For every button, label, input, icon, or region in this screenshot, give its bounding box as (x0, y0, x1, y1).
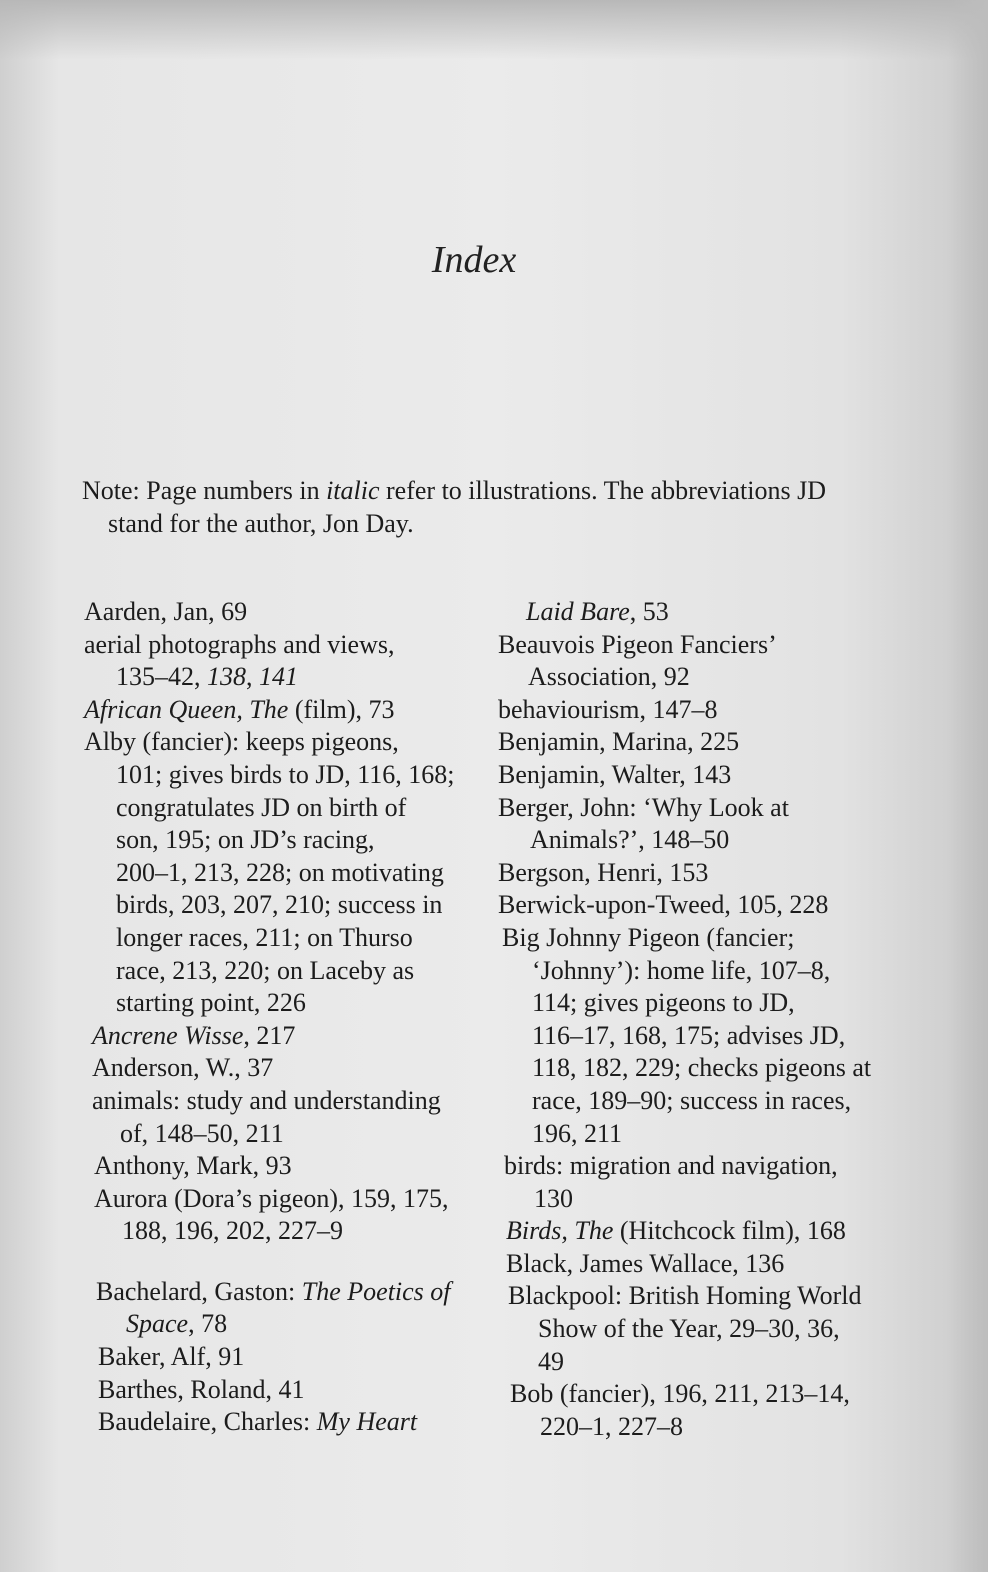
index-line: starting point, 226 (116, 988, 306, 1018)
index-line: son, 195; on JD’s racing, (116, 825, 375, 855)
index-line: animals: study and understanding (92, 1085, 441, 1115)
index-line: Alby (fancier): keeps pigeons, (84, 727, 399, 757)
index-entry (498, 889, 888, 922)
index-entry (84, 1374, 484, 1407)
index-entry (498, 857, 888, 890)
entry-title: African Queen, The (84, 694, 289, 724)
index-line: of, 148–50, 211 (120, 1118, 284, 1148)
index-entry (498, 629, 888, 694)
index-line: race, 189–90; success in races, (532, 1085, 852, 1115)
index-line: longer races, 211; on Thurso (116, 922, 413, 952)
index-column-right (498, 596, 888, 1443)
index-line: 220–1, 227–8 (540, 1411, 683, 1441)
index-line: Anthony, Mark, 93 (94, 1151, 292, 1181)
index-line: birds: migration and navigation, (504, 1151, 838, 1181)
index-line: Big Johnny Pigeon (fancier; (502, 922, 795, 952)
page-ref: , (246, 662, 259, 692)
page-ref: , 78 (188, 1309, 228, 1339)
index-entry (84, 596, 484, 629)
illustration-ref: 141 (259, 662, 298, 692)
index-entry (498, 726, 888, 759)
index-line: Animals?’, 148–50 (530, 825, 730, 855)
index-line: ‘Johnny’): home life, 107–8, (532, 955, 831, 985)
index-entry (498, 759, 888, 792)
index-entry (498, 596, 888, 629)
index-line: Association, 92 (528, 662, 690, 692)
page-ref: , 53 (629, 597, 669, 626)
page-ref: 135–42, (116, 662, 207, 692)
index-line (498, 596, 888, 629)
index-line: behaviourism, 147–8 (498, 694, 718, 724)
index-line: Barthes, Roland, 41 (98, 1374, 305, 1404)
index-line: 196, 211 (532, 1118, 623, 1148)
note-line-2: stand for the author, Jon Day. (108, 509, 414, 538)
index-entry (84, 1406, 484, 1439)
index-line (498, 1215, 888, 1248)
index-entry (84, 726, 484, 1019)
index-line (84, 1020, 484, 1053)
index-entry (84, 629, 484, 694)
page-ref: , 217 (243, 1020, 296, 1050)
index-line: 114; gives pigeons to JD, (532, 988, 795, 1018)
index-entry (498, 694, 888, 727)
index-line: Show of the Year, 29–30, 36, (538, 1314, 840, 1344)
entry-title: My Heart (316, 1407, 418, 1437)
index-entry (84, 1085, 484, 1150)
index-entry (498, 1378, 888, 1443)
index-line: 130 (534, 1183, 573, 1213)
index-line: 118, 182, 229; checks pigeons at (532, 1053, 872, 1083)
index-line (84, 1308, 484, 1341)
index-line: 49 (538, 1346, 564, 1376)
index-line: congratulates JD on birth of (116, 792, 407, 822)
entry-title: Ancrene Wisse (92, 1020, 244, 1050)
note-italic-word: italic (326, 476, 380, 505)
index-line: race, 213, 220; on Laceby as (116, 955, 415, 985)
index-entry (498, 1280, 888, 1378)
page-ref: (Hitchcock film), 168 (613, 1216, 846, 1246)
entry-title: Birds, The (506, 1216, 614, 1246)
index-entry (498, 792, 888, 857)
entry-head: Baudelaire, Charles: (98, 1407, 317, 1437)
index-entry (84, 1183, 484, 1248)
page-ref: (film), 73 (288, 694, 395, 724)
index-line: Anderson, W., 37 (92, 1053, 274, 1083)
index-line: 101; gives birds to JD, 116, 168; (116, 759, 455, 789)
index-line (84, 661, 484, 694)
index-entry (84, 1052, 484, 1085)
index-line (84, 694, 484, 727)
index-line: 188, 196, 202, 227–9 (122, 1216, 343, 1246)
index-line: Bergson, Henri, 153 (498, 857, 709, 887)
entry-title: The Poetics of (301, 1276, 451, 1306)
index-line (84, 1276, 484, 1309)
page-title: Index (431, 239, 517, 281)
index-entry (498, 1150, 888, 1215)
index-line: 116–17, 168, 175; advises JD, (532, 1020, 846, 1050)
illustration-ref: 138 (207, 662, 246, 692)
index-line: Blackpool: British Homing World (508, 1281, 862, 1311)
index-line: 200–1, 213, 228; on motivating (116, 857, 444, 887)
letter-gap (84, 1248, 484, 1276)
index-line (84, 1406, 484, 1439)
index-line: Bob (fancier), 196, 211, 213–14, (510, 1379, 850, 1409)
index-entry (84, 694, 484, 727)
index-entry (498, 1248, 888, 1281)
index-line: Aurora (Dora’s pigeon), 159, 175, (94, 1183, 449, 1213)
index-line: Baker, Alf, 91 (98, 1342, 245, 1372)
entry-title: Laid Bare (526, 597, 630, 626)
index-line: Benjamin, Walter, 143 (498, 759, 732, 789)
note-text: Note: Page numbers in (82, 476, 327, 505)
index-line: Black, James Wallace, 136 (506, 1248, 785, 1278)
index-entry (498, 1215, 888, 1248)
index-entry (84, 1341, 484, 1374)
index-line: aerial photographs and views, (84, 629, 395, 659)
index-line: Berger, John: ‘Why Look at (498, 792, 789, 822)
index-entry (498, 922, 888, 1150)
index-line: birds, 203, 207, 210; success in (116, 890, 443, 920)
index-note (82, 474, 882, 540)
index-entry (84, 1150, 484, 1183)
note-line-1 (82, 474, 882, 507)
note-text: refer to illustrations. The abbreviations JD (379, 476, 826, 505)
index-entry (84, 1020, 484, 1053)
entry-head: Bachelard, Gaston: (96, 1276, 302, 1306)
index-line: Berwick-upon-Tweed, 105, 228 (498, 890, 829, 920)
index-line: Beauvois Pigeon Fanciers’ (498, 629, 777, 659)
index-column-left (84, 596, 484, 1439)
index-line: Aarden, Jan, 69 (84, 597, 248, 626)
index-line: Benjamin, Marina, 225 (498, 727, 740, 757)
index-entry (84, 1276, 484, 1341)
entry-title: Space (126, 1309, 189, 1339)
